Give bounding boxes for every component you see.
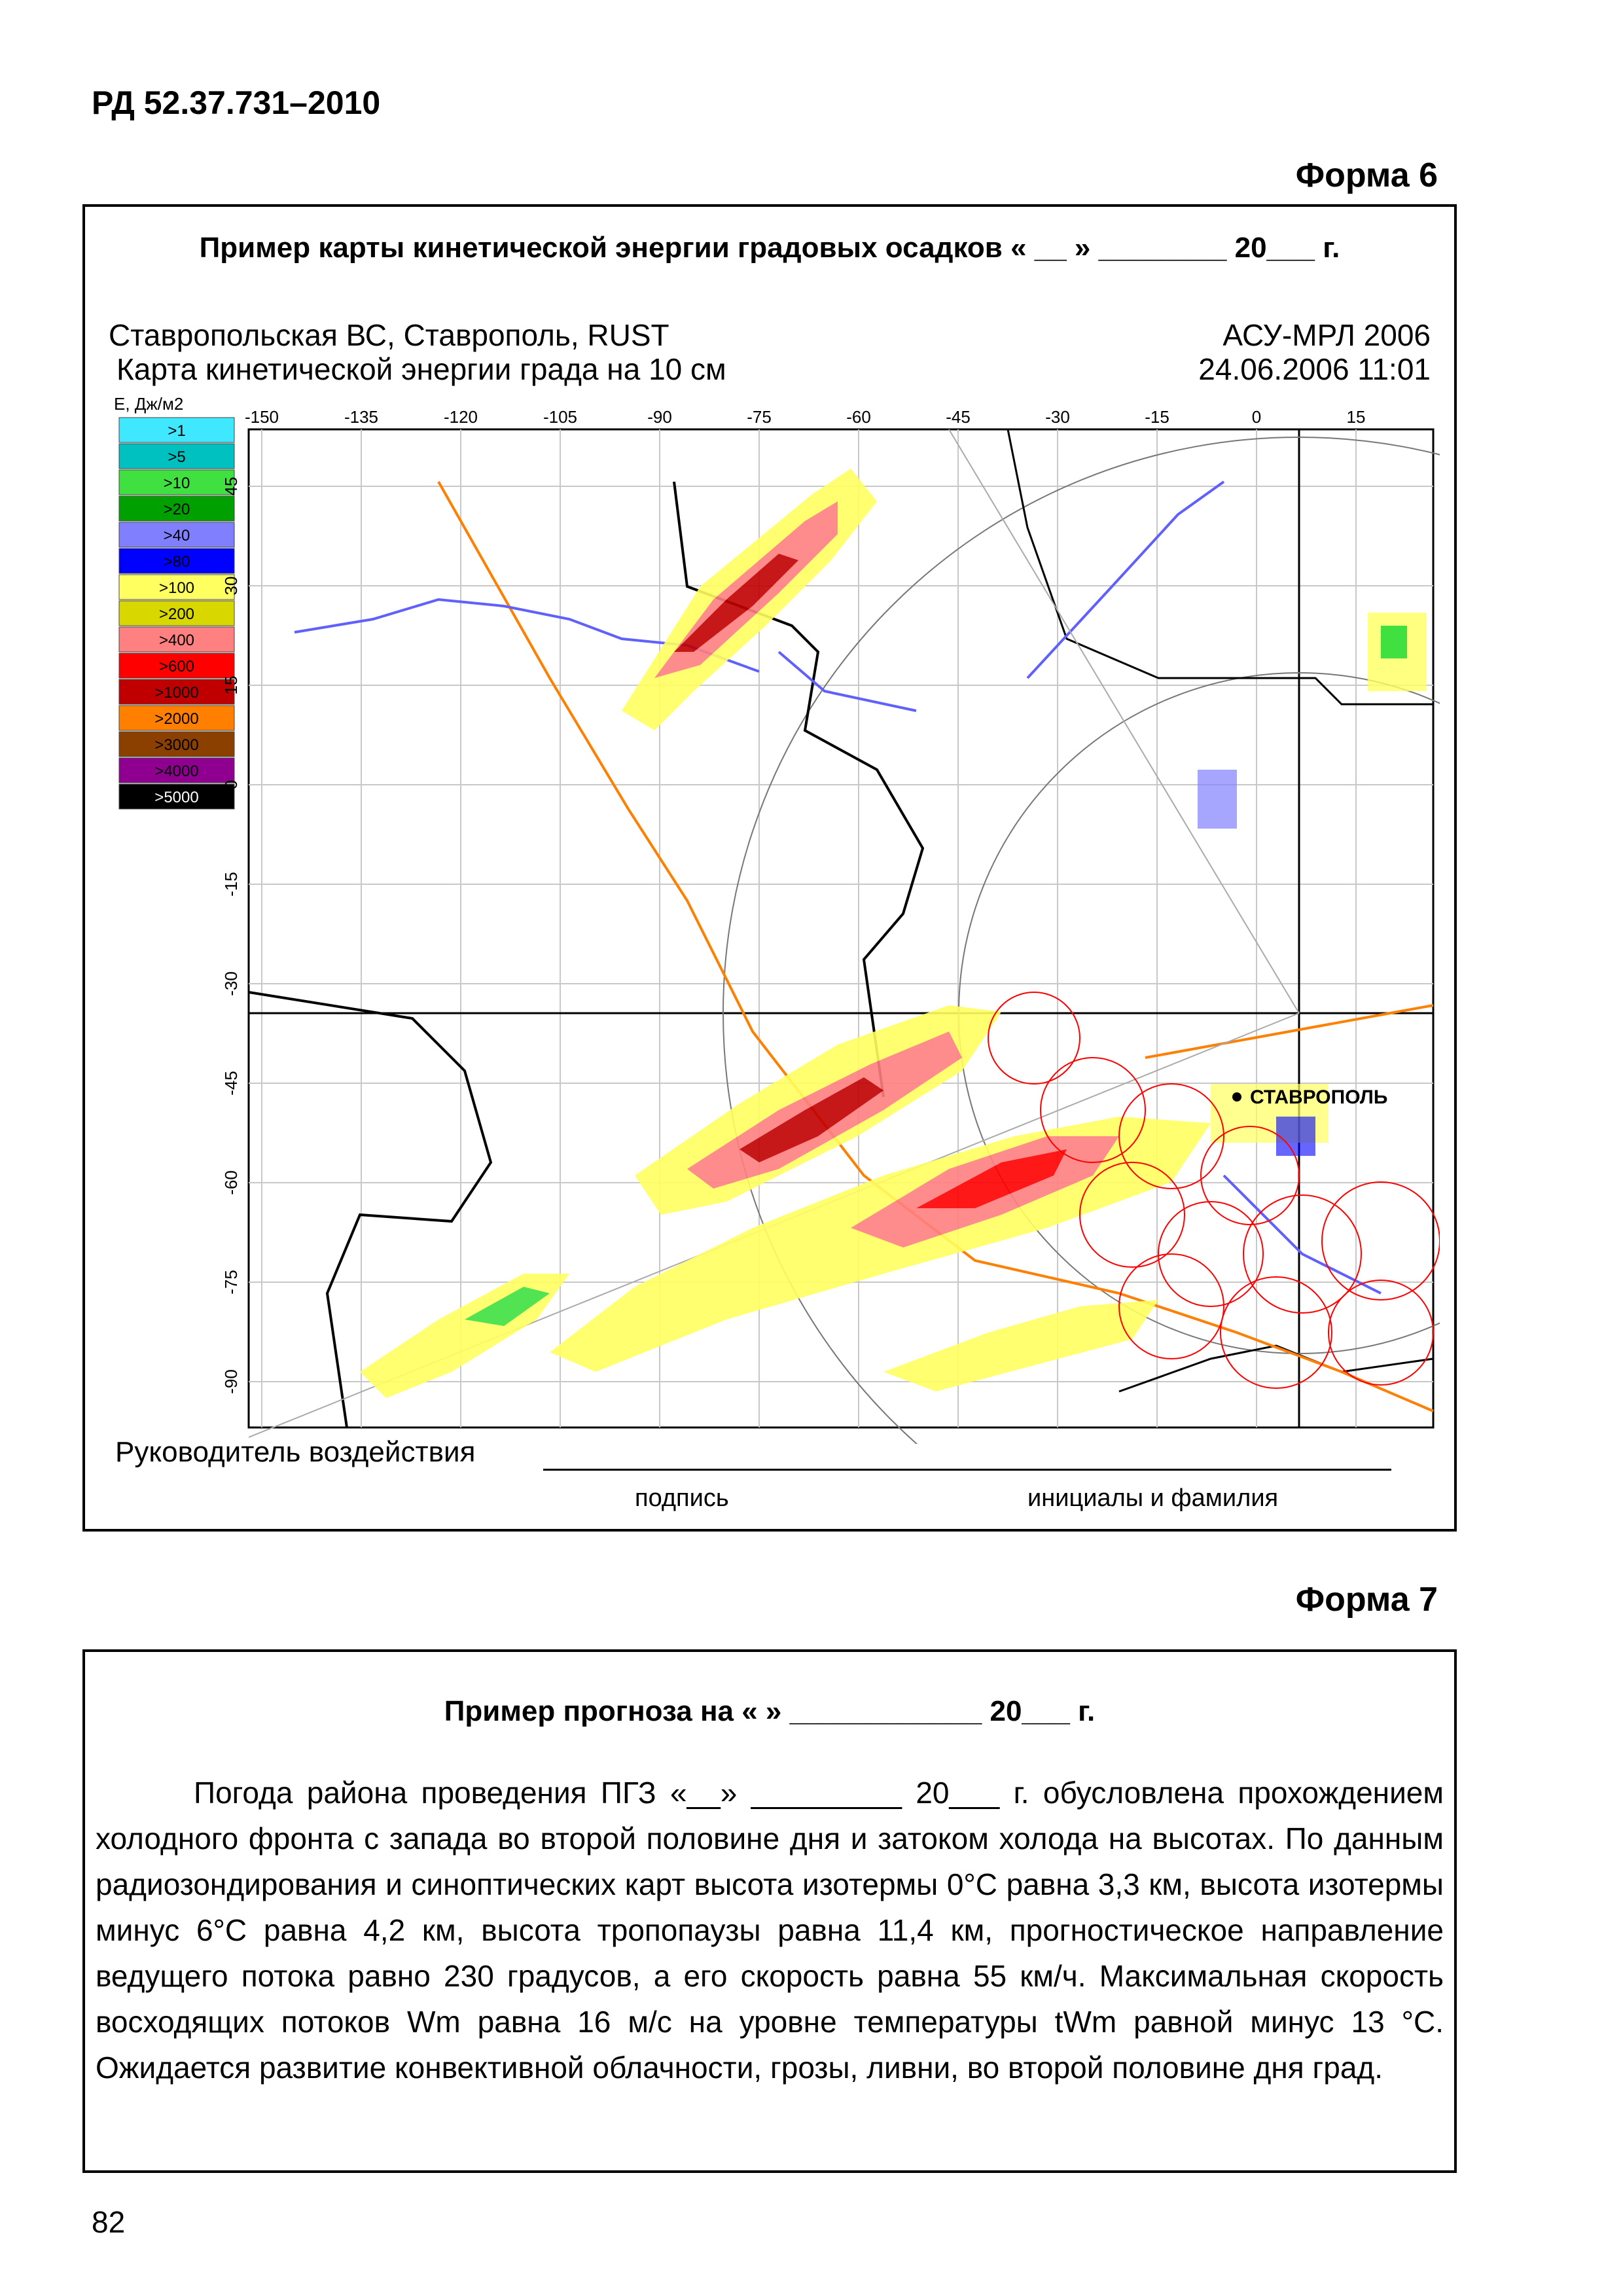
x-tick-label: -15 (1145, 407, 1169, 427)
legend-label: >10 (163, 475, 190, 492)
legend-unit: E, Дж/м2 (114, 394, 184, 414)
x-tick-label: -150 (244, 407, 279, 427)
legend-label: >80 (163, 553, 190, 571)
form6-title: Пример карты кинетической энергии градовых осадков « __ » ________ 20___ г. (199, 232, 1340, 264)
y-tick-label: -60 (221, 1170, 241, 1195)
x-tick-label: -30 (1045, 407, 1070, 427)
y-tick-label: -75 (221, 1270, 241, 1295)
y-tick-label: 15 (221, 675, 241, 695)
x-axis-ticks (245, 407, 1365, 427)
legend-label: >400 (158, 632, 195, 649)
x-tick-label: -105 (543, 407, 578, 427)
y-tick-label: -90 (221, 1369, 241, 1394)
city-marker (1232, 1092, 1241, 1102)
legend-label: >1000 (154, 684, 199, 702)
form7-frame (82, 1649, 1457, 2173)
legend-label: >100 (158, 579, 195, 597)
document-code: РД 52.37.731–2010 (92, 84, 381, 121)
x-tick-label: 0 (1251, 407, 1262, 427)
x-tick-label: -75 (747, 407, 772, 427)
forecast-text (96, 1770, 1444, 2090)
name-caption: инициалы и фамилия (1027, 1484, 1279, 1512)
legend-label: >3000 (154, 736, 199, 754)
legend-label: >5 (168, 448, 186, 466)
legend-label: >5000 (154, 789, 199, 806)
x-tick-label: -120 (443, 407, 478, 427)
page-number: 82 (92, 2205, 126, 2239)
x-tick-label: -90 (647, 407, 672, 427)
legend-label: >40 (163, 527, 190, 545)
system-name: АСУ-МРЛ 2006 (1222, 318, 1431, 352)
y-tick-label: 30 (221, 576, 241, 596)
legend-label: >200 (158, 605, 195, 623)
x-tick-label: -135 (344, 407, 379, 427)
form7-label: Форма 7 (1295, 1581, 1438, 1619)
radar-map (98, 312, 1440, 1444)
y-tick-label: -15 (221, 872, 241, 897)
y-tick-label: -30 (221, 971, 241, 996)
signature-caption: подпись (635, 1484, 729, 1512)
legend-label: >600 (158, 658, 195, 675)
legend-label: >4000 (154, 762, 199, 780)
y-tick-label: -45 (221, 1071, 241, 1096)
form6-frame (82, 204, 1457, 1532)
map-title: Карта кинетической энергии града на 10 см (116, 352, 726, 386)
legend (119, 418, 234, 809)
legend-label: >2000 (154, 710, 199, 728)
form6-label: Форма 6 (1295, 156, 1438, 194)
signature-label: Руководитель воздействия (115, 1436, 476, 1468)
legend-label: >1 (168, 422, 186, 440)
y-tick-label: 0 (221, 780, 241, 790)
map-datetime: 24.06.2006 11:01 (1198, 352, 1431, 386)
form7-title: Пример прогноза на « » ____________ 20___ г. (444, 1695, 1096, 1727)
city-label: СТАВРОПОЛЬ (1250, 1086, 1388, 1108)
y-tick-label: 45 (221, 476, 241, 496)
forecast-paragraph: Погода района проведения ПГЗ «__» _________ 20___ г. обусловлена прохождением холодного фронта с запада во второй половине дня и затоком холода на высотах. По данным радиозондирования и синоптических карт высота изотермы 0°С равна 3,3 км, высота изотермы минус 6°С равна 4,2 км, высота тропопаузы равна 11,4 км, прогностическое направление ведущего потока равно 230 градусов, а его скорость равна 55 км/ч. Максимальная скорость восходящих потоков Wm равна 16 м/с на уровне температуры tWm равной минус 13 °С. Ожидается развитие конвективной облачности, грозы, ливни, во второй половине дня град. (96, 1776, 1444, 2085)
x-tick-label: -60 (846, 407, 871, 427)
station-title: Ставропольская ВС, Ставрополь, RUST (109, 318, 669, 352)
x-tick-label: 15 (1346, 407, 1366, 427)
radar-map-canvas (98, 312, 1440, 1444)
legend-label: >20 (163, 501, 190, 518)
x-tick-label: -45 (946, 407, 971, 427)
map-area (249, 429, 1440, 1444)
signature-line[interactable] (543, 1469, 1391, 1471)
